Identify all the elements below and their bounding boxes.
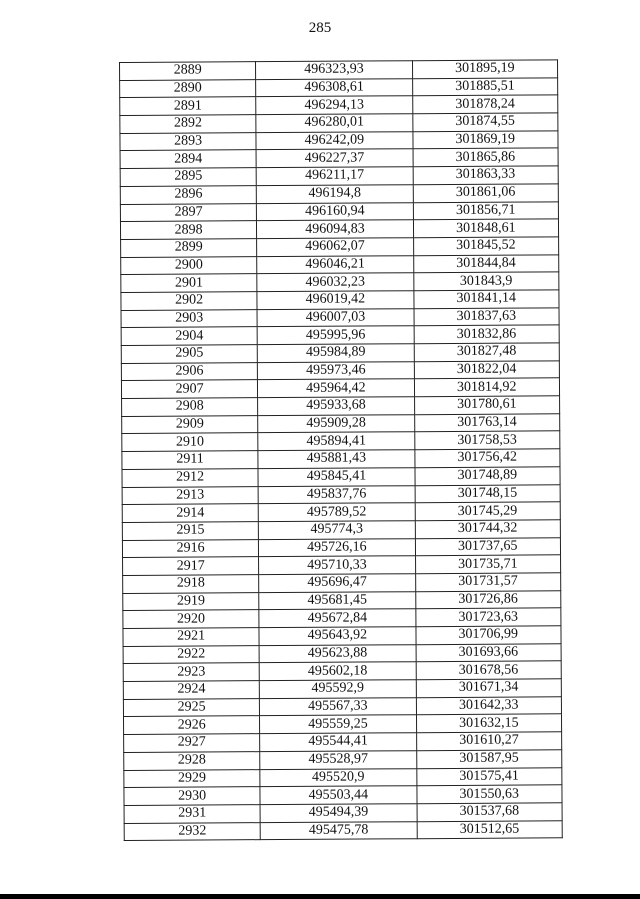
- x-coordinate-cell: 496280,01: [256, 114, 412, 133]
- x-coordinate-cell: 495933,68: [258, 397, 414, 416]
- y-coordinate-cell: 301763,14: [414, 414, 560, 433]
- y-coordinate-cell: 301642,33: [416, 697, 562, 716]
- point-number-cell: 2921: [123, 628, 259, 647]
- point-number-cell: 2932: [124, 822, 260, 841]
- point-number-cell: 2906: [121, 362, 257, 381]
- x-coordinate-cell: 496046,21: [257, 255, 413, 274]
- point-number-cell: 2919: [123, 592, 259, 611]
- point-number-cell: 2890: [120, 79, 256, 98]
- y-coordinate-cell: 301822,04: [414, 361, 560, 380]
- y-coordinate-cell: 301845,52: [413, 237, 559, 256]
- point-number-cell: 2889: [120, 62, 256, 81]
- point-number-cell: 2929: [124, 769, 260, 788]
- x-coordinate-cell: 495696,47: [259, 574, 415, 593]
- point-number-cell: 2916: [122, 539, 258, 558]
- point-number-cell: 2930: [124, 787, 260, 806]
- y-coordinate-cell: 301748,89: [415, 467, 561, 486]
- y-coordinate-cell: 301837,63: [414, 307, 560, 326]
- x-coordinate-cell: 495726,16: [259, 538, 415, 557]
- x-coordinate-cell: 495710,33: [259, 556, 415, 575]
- y-coordinate-cell: 301671,34: [416, 679, 562, 698]
- point-number-cell: 2896: [120, 185, 256, 204]
- x-coordinate-cell: 495672,84: [259, 609, 415, 628]
- y-coordinate-cell: 301895,19: [412, 60, 558, 79]
- x-coordinate-cell: 495881,43: [258, 450, 414, 469]
- point-number-cell: 2900: [121, 256, 257, 275]
- point-number-cell: 2922: [123, 645, 259, 664]
- point-number-cell: 2931: [124, 805, 260, 824]
- x-coordinate-cell: 495592,9: [260, 680, 416, 699]
- x-coordinate-cell: 495520,9: [260, 768, 416, 787]
- point-number-cell: 2903: [121, 309, 257, 328]
- x-coordinate-cell: 495528,97: [260, 751, 416, 770]
- table-row: [124, 820, 562, 840]
- y-coordinate-cell: 301706,99: [416, 626, 562, 645]
- y-coordinate-cell: 301827,48: [414, 343, 560, 362]
- point-number-cell: 2893: [120, 132, 256, 151]
- x-coordinate-cell: 496242,09: [256, 131, 412, 150]
- point-number-cell: 2913: [122, 486, 258, 505]
- y-coordinate-cell: 301780,61: [414, 396, 560, 415]
- point-number-cell: 2892: [120, 115, 256, 134]
- x-coordinate-cell: 496308,61: [256, 78, 412, 97]
- x-coordinate-cell: 495567,33: [260, 697, 416, 716]
- x-coordinate-cell: 495503,44: [260, 786, 416, 805]
- x-coordinate-cell: 495494,39: [260, 804, 416, 823]
- y-coordinate-cell: 301550,63: [417, 785, 563, 804]
- y-coordinate-cell: 301575,41: [416, 767, 562, 786]
- point-number-cell: 2908: [122, 398, 258, 417]
- y-coordinate-cell: 301610,27: [416, 732, 562, 751]
- x-coordinate-cell: 495909,28: [258, 414, 414, 433]
- y-coordinate-cell: 301863,33: [413, 166, 559, 185]
- point-number-cell: 2914: [122, 504, 258, 523]
- y-coordinate-cell: 301678,56: [416, 661, 562, 680]
- y-coordinate-cell: 301843,9: [413, 272, 559, 291]
- y-coordinate-cell: 301865,86: [413, 148, 559, 167]
- point-number-cell: 2910: [122, 433, 258, 452]
- x-coordinate-cell: 496227,37: [256, 149, 412, 168]
- y-coordinate-cell: 301856,71: [413, 201, 559, 220]
- coordinates-table-body: [120, 60, 563, 841]
- x-coordinate-cell: 495995,96: [257, 326, 413, 345]
- y-coordinate-cell: 301744,32: [415, 520, 561, 539]
- x-coordinate-cell: 496211,17: [256, 167, 412, 186]
- point-number-cell: 2909: [122, 415, 258, 434]
- point-number-cell: 2902: [121, 292, 257, 311]
- point-number-cell: 2928: [124, 751, 260, 770]
- y-coordinate-cell: 301512,65: [417, 820, 563, 839]
- y-coordinate-cell: 301885,51: [412, 78, 558, 97]
- x-coordinate-cell: 496160,94: [257, 202, 413, 221]
- point-number-cell: 2895: [120, 168, 256, 187]
- x-coordinate-cell: 495559,25: [260, 715, 416, 734]
- point-number-cell: 2905: [121, 345, 257, 364]
- point-number-cell: 2917: [123, 557, 259, 576]
- point-number-cell: 2904: [121, 327, 257, 346]
- x-coordinate-cell: 495602,18: [259, 662, 415, 681]
- point-number-cell: 2927: [124, 734, 260, 753]
- y-coordinate-cell: 301537,68: [417, 803, 563, 822]
- x-coordinate-cell: 495643,92: [259, 627, 415, 646]
- y-coordinate-cell: 301848,61: [413, 219, 559, 238]
- x-coordinate-cell: 495984,89: [257, 344, 413, 363]
- x-coordinate-cell: 496062,07: [257, 238, 413, 257]
- scan-bottom-edge: [0, 894, 640, 899]
- y-coordinate-cell: 301723,63: [415, 608, 561, 627]
- y-coordinate-cell: 301756,42: [414, 449, 560, 468]
- y-coordinate-cell: 301841,14: [413, 290, 559, 309]
- point-number-cell: 2923: [123, 663, 259, 682]
- x-coordinate-cell: 495623,88: [259, 644, 415, 663]
- y-coordinate-cell: 301861,06: [413, 184, 559, 203]
- point-number-cell: 2918: [123, 575, 259, 594]
- x-coordinate-cell: 496294,13: [256, 96, 412, 115]
- y-coordinate-cell: 301748,15: [415, 484, 561, 503]
- x-coordinate-cell: 495789,52: [258, 503, 414, 522]
- y-coordinate-cell: 301844,84: [413, 254, 559, 273]
- y-coordinate-cell: 301693,66: [416, 643, 562, 662]
- x-coordinate-cell: 495774,3: [259, 521, 415, 540]
- point-number-cell: 2912: [122, 468, 258, 487]
- y-coordinate-cell: 301737,65: [415, 537, 561, 556]
- x-coordinate-cell: 496323,93: [256, 61, 412, 80]
- point-number-cell: 2925: [123, 698, 259, 717]
- point-number-cell: 2915: [122, 522, 258, 541]
- y-coordinate-cell: 301758,53: [414, 431, 560, 450]
- x-coordinate-cell: 495681,45: [259, 591, 415, 610]
- y-coordinate-cell: 301869,19: [413, 131, 559, 150]
- x-coordinate-cell: 495837,76: [258, 485, 414, 504]
- point-number-cell: 2899: [121, 239, 257, 258]
- x-coordinate-cell: 495894,41: [258, 432, 414, 451]
- point-number-cell: 2924: [123, 681, 259, 700]
- x-coordinate-cell: 495973,46: [258, 361, 414, 380]
- coordinates-table: [119, 59, 563, 841]
- y-coordinate-cell: 301814,92: [414, 378, 560, 397]
- point-number-cell: 2897: [120, 203, 256, 222]
- y-coordinate-cell: 301745,29: [415, 502, 561, 521]
- point-number-cell: 2920: [123, 610, 259, 629]
- point-number-cell: 2891: [120, 97, 256, 116]
- y-coordinate-cell: 301874,55: [412, 113, 558, 132]
- page-number: 285: [308, 20, 332, 36]
- y-coordinate-cell: 301726,86: [415, 590, 561, 609]
- point-number-cell: 2926: [124, 716, 260, 735]
- y-coordinate-cell: 301735,71: [415, 555, 561, 574]
- point-number-cell: 2898: [120, 221, 256, 240]
- x-coordinate-cell: 496194,8: [257, 185, 413, 204]
- x-coordinate-cell: 495845,41: [258, 468, 414, 487]
- x-coordinate-cell: 496019,42: [257, 291, 413, 310]
- y-coordinate-cell: 301878,24: [412, 95, 558, 114]
- point-number-cell: 2907: [121, 380, 257, 399]
- x-coordinate-cell: 495544,41: [260, 733, 416, 752]
- point-number-cell: 2894: [120, 150, 256, 169]
- y-coordinate-cell: 301587,95: [416, 750, 562, 769]
- x-coordinate-cell: 496032,23: [257, 273, 413, 292]
- x-coordinate-cell: 496094,83: [257, 220, 413, 239]
- point-number-cell: 2911: [122, 451, 258, 470]
- x-coordinate-cell: 496007,03: [257, 308, 413, 327]
- y-coordinate-cell: 301832,86: [414, 325, 560, 344]
- y-coordinate-cell: 301632,15: [416, 714, 562, 733]
- x-coordinate-cell: 495475,78: [260, 821, 416, 840]
- y-coordinate-cell: 301731,57: [415, 573, 561, 592]
- x-coordinate-cell: 495964,42: [258, 379, 414, 398]
- point-number-cell: 2901: [121, 274, 257, 293]
